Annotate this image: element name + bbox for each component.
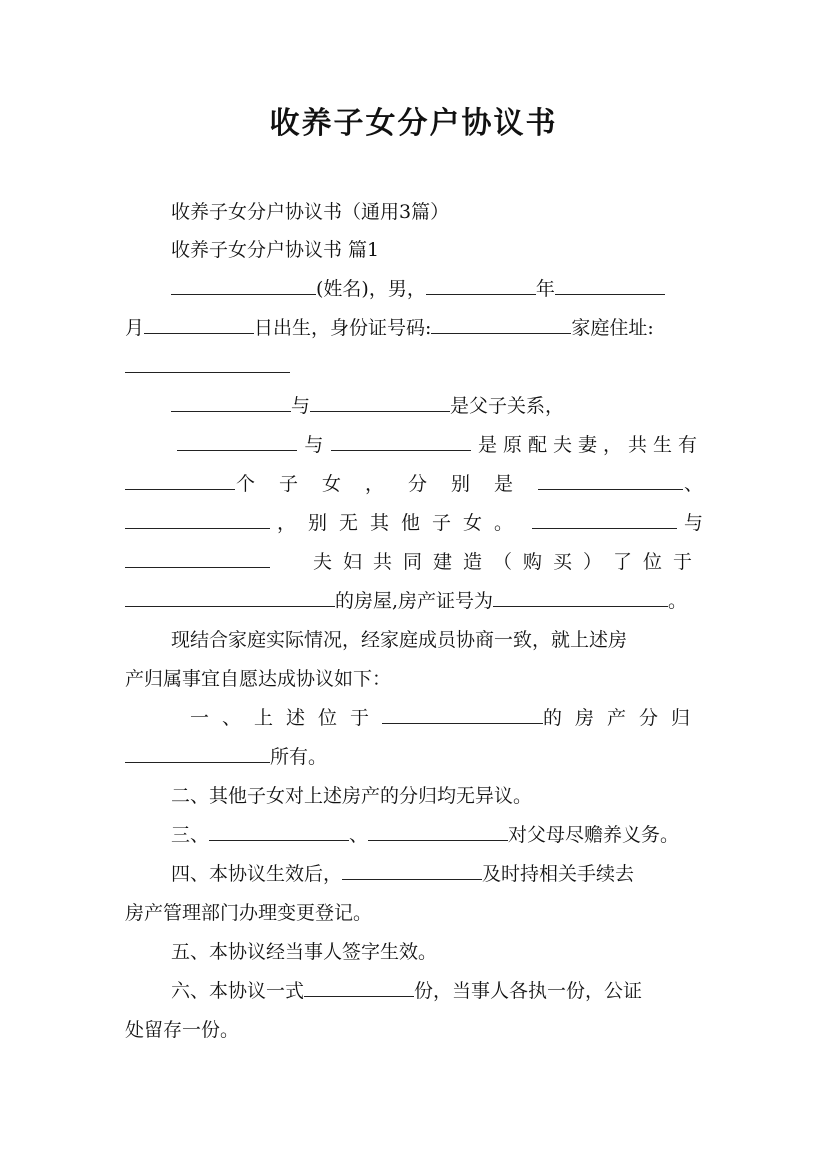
text-line	[125, 313, 703, 343]
text-fragment: 、	[683, 473, 703, 495]
clause-4	[171, 859, 703, 889]
clause-5: 五、本协议经当事人签字生效。	[171, 941, 438, 963]
clause-6	[171, 976, 703, 1006]
text-fragment: 年	[535, 278, 555, 300]
text-fragment: ，别无其他子女。	[276, 512, 525, 534]
children-blank	[125, 508, 270, 529]
count-blank	[125, 469, 235, 490]
name-blank	[171, 391, 291, 412]
text-fragment: 与	[683, 512, 703, 534]
text-fragment: 与	[304, 434, 324, 456]
text-line	[125, 469, 703, 499]
month-blank	[555, 274, 665, 295]
clause-1	[190, 703, 703, 733]
text-line	[125, 508, 703, 538]
name-blank	[532, 508, 677, 529]
address-blank	[125, 352, 290, 373]
text-fragment: 对父母尽赡养义务。	[508, 824, 680, 846]
text-fragment: (姓名)，男，	[316, 278, 426, 300]
text-fragment: 是原配夫妻，共生有	[477, 434, 703, 456]
owner-blank	[125, 742, 270, 763]
text-fragment: 的房产分归	[542, 707, 703, 729]
name-blank	[171, 274, 316, 295]
id-number-blank	[431, 313, 571, 334]
text-fragment: 是父子关系，	[450, 395, 565, 417]
text-line	[125, 352, 703, 382]
paragraph-line: 现结合家庭实际情况，经家庭成员协商一致，就上述房	[171, 629, 628, 651]
name-blank	[125, 547, 270, 568]
text-fragment: 三、	[171, 824, 210, 846]
name-blank	[177, 430, 297, 451]
text-fragment: 、	[349, 824, 369, 846]
text-line	[125, 742, 703, 772]
name-blank	[342, 859, 482, 880]
text-line	[125, 547, 703, 577]
clause-3	[171, 820, 703, 850]
text-fragment: 月	[125, 317, 145, 339]
clause-2: 二、其他子女对上述房产的分归均无异议。	[171, 785, 533, 807]
text-fragment: 六、本协议一式	[171, 980, 305, 1002]
text-fragment: 及时持相关手续去	[482, 863, 635, 885]
name-blank	[209, 820, 349, 841]
location-blank	[125, 586, 335, 607]
text-fragment: 个子女，分别是	[235, 473, 537, 495]
name-blank	[368, 820, 508, 841]
text-fragment: 家庭住址:	[571, 317, 654, 339]
year-blank	[426, 274, 536, 295]
text-fragment: 夫妇共同建造（购买）了位于	[312, 551, 703, 573]
text-line	[125, 586, 703, 616]
document-subtitle: 收养子女分户协议书（通用3篇）	[171, 201, 450, 223]
text-fragment: 的房屋,房产证号为	[335, 590, 494, 612]
text-fragment: 与	[291, 395, 311, 417]
text-line: 处留存一份。	[125, 1019, 240, 1041]
text-fragment: 所有。	[270, 746, 328, 768]
text-fragment: 四、本协议生效后，	[171, 863, 343, 885]
text-line	[171, 391, 703, 421]
document-title: 收养子女分户协议书	[269, 106, 558, 141]
paragraph-line: 产归属事宜自愿达成协议如下：	[125, 668, 392, 690]
text-line: 房产管理部门办理变更登记。	[125, 902, 373, 924]
children-blank	[538, 469, 683, 490]
copies-blank	[304, 976, 414, 997]
location-blank	[382, 703, 543, 724]
name-blank	[310, 391, 450, 412]
text-line	[177, 430, 703, 460]
text-fragment: 份，当事人各执一份，公证	[414, 980, 643, 1002]
certificate-number-blank	[493, 586, 668, 607]
section-heading: 收养子女分户协议书 篇1	[171, 239, 380, 261]
name-blank	[331, 430, 471, 451]
day-blank	[144, 313, 254, 334]
text-line	[171, 274, 703, 304]
text-fragment: 日出生，身份证号码:	[254, 317, 432, 339]
text-fragment: 一、上述位于	[190, 707, 383, 729]
text-fragment: 。	[668, 590, 688, 612]
